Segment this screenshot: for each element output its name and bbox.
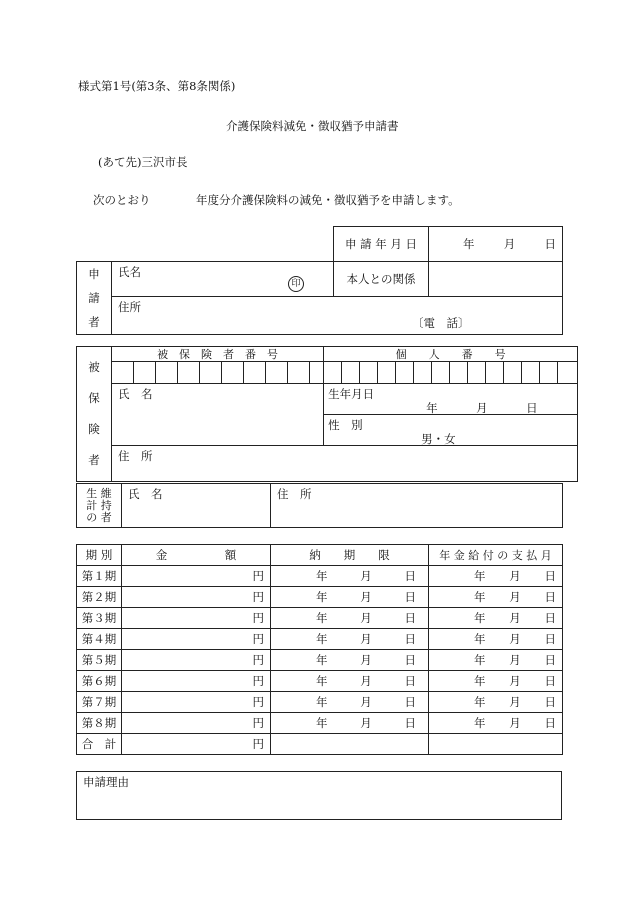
personal-number-digit[interactable] bbox=[504, 362, 522, 384]
reason-label: 申請理由 bbox=[83, 775, 129, 789]
payment-row bbox=[77, 713, 563, 734]
month-unit: 月 bbox=[360, 653, 372, 667]
insured-number-digit[interactable] bbox=[112, 362, 134, 384]
year-unit: 年 bbox=[474, 632, 486, 646]
applicant-side-label bbox=[77, 262, 112, 335]
supporter-label-line: 生 維 bbox=[86, 486, 112, 500]
relation-label: 本人との関係 bbox=[334, 262, 429, 297]
pension-month-field[interactable] bbox=[429, 692, 563, 713]
side-char: 保 bbox=[88, 391, 100, 405]
due-date-field[interactable] bbox=[271, 713, 429, 734]
personal-number-digit[interactable] bbox=[360, 362, 378, 384]
side-char: 者 bbox=[88, 315, 100, 329]
insured-number-digit[interactable] bbox=[200, 362, 222, 384]
amount-field[interactable] bbox=[122, 671, 271, 692]
period-label: 第４期 bbox=[77, 629, 122, 650]
pension-month-field[interactable] bbox=[429, 650, 563, 671]
payment-row bbox=[77, 566, 563, 587]
applicant-address-label: 住所 bbox=[118, 300, 141, 315]
year-unit: 年 bbox=[474, 716, 486, 730]
amount-field[interactable] bbox=[122, 713, 271, 734]
pension-month-field[interactable] bbox=[429, 587, 563, 608]
year-unit: 年 bbox=[316, 569, 328, 583]
month-unit: 月 bbox=[360, 569, 372, 583]
day-unit: 日 bbox=[404, 632, 416, 646]
year-unit: 年 bbox=[316, 590, 328, 604]
year-unit: 年 bbox=[316, 632, 328, 646]
side-char: 者 bbox=[88, 453, 100, 467]
amount-field[interactable] bbox=[122, 692, 271, 713]
intro-prefix: 次のとおり bbox=[93, 193, 151, 207]
year-unit: 年 bbox=[463, 237, 475, 251]
payment-row bbox=[77, 587, 563, 608]
personal-number-digit[interactable] bbox=[522, 362, 540, 384]
day-unit: 日 bbox=[404, 653, 416, 667]
month-unit: 月 bbox=[509, 695, 521, 709]
day-unit: 日 bbox=[404, 716, 416, 730]
application-date-label: 申 請 年 月 日 bbox=[334, 227, 429, 262]
day-unit: 日 bbox=[404, 590, 416, 604]
payment-row bbox=[77, 608, 563, 629]
pension-month-field[interactable] bbox=[429, 608, 563, 629]
supporter-name-field[interactable] bbox=[122, 484, 271, 528]
reason-box[interactable] bbox=[76, 771, 562, 820]
side-char: 険 bbox=[88, 422, 100, 436]
payment-row bbox=[77, 650, 563, 671]
insured-number-digit[interactable] bbox=[244, 362, 266, 384]
amount-field[interactable] bbox=[122, 608, 271, 629]
applicant-address-field[interactable] bbox=[112, 297, 563, 335]
day-unit: 日 bbox=[544, 695, 556, 709]
insured-number-digit[interactable] bbox=[288, 362, 310, 384]
day-unit: 日 bbox=[526, 401, 538, 415]
yen-unit: 円 bbox=[252, 632, 264, 646]
year-unit: 年 bbox=[316, 716, 328, 730]
relation-field[interactable] bbox=[429, 262, 563, 297]
month-unit: 月 bbox=[360, 716, 372, 730]
due-date-field[interactable] bbox=[271, 650, 429, 671]
sex-field[interactable] bbox=[324, 415, 578, 446]
yen-unit: 円 bbox=[252, 590, 264, 604]
month-unit: 月 bbox=[509, 716, 521, 730]
year-unit: 年 bbox=[316, 611, 328, 625]
year-unit: 年 bbox=[426, 401, 438, 415]
yen-unit: 円 bbox=[252, 695, 264, 709]
personal-number-digit[interactable] bbox=[342, 362, 360, 384]
insured-table bbox=[76, 346, 578, 482]
side-char: 申 bbox=[88, 267, 100, 281]
phone-label: 〔電 話〕 bbox=[412, 316, 470, 331]
month-unit: 月 bbox=[509, 611, 521, 625]
pension-month-field[interactable] bbox=[429, 629, 563, 650]
side-char: 被 bbox=[88, 360, 100, 374]
month-unit: 月 bbox=[360, 674, 372, 688]
payment-table bbox=[76, 544, 563, 755]
month-unit: 月 bbox=[360, 632, 372, 646]
day-unit: 日 bbox=[404, 674, 416, 688]
yen-unit: 円 bbox=[252, 611, 264, 625]
supporter-label bbox=[77, 484, 122, 528]
day-unit: 日 bbox=[544, 632, 556, 646]
month-unit: 月 bbox=[509, 653, 521, 667]
month-unit: 月 bbox=[509, 674, 521, 688]
year-unit: 年 bbox=[474, 611, 486, 625]
day-unit: 日 bbox=[544, 653, 556, 667]
year-unit: 年 bbox=[316, 653, 328, 667]
yen-unit: 円 bbox=[252, 737, 264, 751]
total-due-cell bbox=[271, 734, 429, 755]
application-date-field[interactable] bbox=[429, 227, 563, 262]
due-date-field[interactable] bbox=[271, 692, 429, 713]
period-label: 第２期 bbox=[77, 587, 122, 608]
supporter-address-label: 住 所 bbox=[277, 487, 312, 501]
insured-number-label: 被 保 険 者 番 号 bbox=[112, 347, 324, 362]
due-date-header: 納 期 限 bbox=[271, 545, 429, 566]
day-unit: 日 bbox=[544, 611, 556, 625]
personal-number-digit[interactable] bbox=[558, 362, 578, 384]
personal-number-digit[interactable] bbox=[396, 362, 414, 384]
personal-number-digit[interactable] bbox=[378, 362, 396, 384]
insured-number-digit[interactable] bbox=[134, 362, 156, 384]
month-unit: 月 bbox=[503, 237, 516, 251]
side-char: 請 bbox=[88, 291, 100, 305]
day-unit: 日 bbox=[404, 695, 416, 709]
payment-row bbox=[77, 692, 563, 713]
supporter-label-line: 計 持 bbox=[86, 498, 112, 512]
amount-field[interactable] bbox=[122, 650, 271, 671]
payment-row bbox=[77, 629, 563, 650]
sex-label: 性 別 bbox=[328, 418, 363, 432]
personal-number-digit[interactable] bbox=[540, 362, 558, 384]
birthdate-field[interactable] bbox=[324, 384, 578, 415]
insured-address-field[interactable] bbox=[112, 446, 578, 482]
due-date-field[interactable] bbox=[271, 671, 429, 692]
payment-row bbox=[77, 671, 563, 692]
day-unit: 日 bbox=[544, 674, 556, 688]
form-number: 様式第1号(第3条、第8条関係) bbox=[78, 79, 236, 93]
amount-field[interactable] bbox=[122, 566, 271, 587]
insured-address-label: 住 所 bbox=[118, 449, 153, 463]
applicant-name-label: 氏名 bbox=[118, 265, 141, 279]
month-unit: 月 bbox=[509, 569, 521, 583]
due-date-field[interactable] bbox=[271, 566, 429, 587]
month-unit: 月 bbox=[360, 611, 372, 625]
day-unit: 日 bbox=[544, 590, 556, 604]
sex-options[interactable]: 男・女 bbox=[421, 432, 456, 446]
day-unit: 日 bbox=[404, 569, 416, 583]
month-unit: 月 bbox=[476, 401, 488, 415]
seal-mark: 印 bbox=[288, 276, 304, 292]
pension-month-header: 年 金 給 付 の 支 払 月 bbox=[429, 545, 563, 566]
birthdate-label: 生年月日 bbox=[328, 387, 375, 401]
period-header: 期 別 bbox=[77, 545, 122, 566]
insured-number-digit[interactable] bbox=[310, 362, 324, 384]
yen-unit: 円 bbox=[252, 569, 264, 583]
supporter-label-line: の 者 bbox=[86, 510, 112, 524]
period-label: 第６期 bbox=[77, 671, 122, 692]
insured-number-digit[interactable] bbox=[266, 362, 288, 384]
personal-number-label: 個 人 番 号 bbox=[324, 347, 578, 362]
year-unit: 年 bbox=[316, 695, 328, 709]
year-unit: 年 bbox=[474, 569, 486, 583]
day-unit: 日 bbox=[544, 716, 556, 730]
day-unit: 日 bbox=[404, 611, 416, 625]
fiscal-year-field[interactable] bbox=[152, 188, 192, 206]
month-unit: 月 bbox=[509, 590, 521, 604]
period-label: 第８期 bbox=[77, 713, 122, 734]
due-date-field[interactable] bbox=[271, 587, 429, 608]
insured-number-digit[interactable] bbox=[178, 362, 200, 384]
day-unit: 日 bbox=[544, 237, 556, 251]
year-unit: 年 bbox=[316, 674, 328, 688]
supporter-address-field[interactable] bbox=[271, 484, 563, 528]
applicant-name-field[interactable] bbox=[112, 262, 334, 297]
insured-name-field[interactable] bbox=[112, 384, 324, 446]
personal-number-digit[interactable] bbox=[432, 362, 450, 384]
due-date-field[interactable] bbox=[271, 629, 429, 650]
year-unit: 年 bbox=[474, 653, 486, 667]
intro-suffix: 年度分介護保険料の減免・徴収猶予を申請します。 bbox=[196, 193, 460, 207]
personal-number-digit[interactable] bbox=[414, 362, 432, 384]
month-unit: 月 bbox=[360, 695, 372, 709]
applicant-table bbox=[76, 226, 563, 335]
supporter-name-label: 氏 名 bbox=[128, 487, 163, 501]
personal-number-digit[interactable] bbox=[324, 362, 342, 384]
period-label: 第３期 bbox=[77, 608, 122, 629]
blank-cell bbox=[77, 227, 334, 262]
yen-unit: 円 bbox=[252, 716, 264, 730]
addressee: (あて先)三沢市長 bbox=[98, 155, 188, 169]
total-label: 合 計 bbox=[77, 734, 122, 755]
insured-side-label bbox=[77, 347, 112, 482]
personal-number-digit[interactable] bbox=[486, 362, 504, 384]
month-unit: 月 bbox=[360, 590, 372, 604]
month-unit: 月 bbox=[509, 632, 521, 646]
period-label: 第１期 bbox=[77, 566, 122, 587]
total-pension-cell bbox=[429, 734, 563, 755]
year-unit: 年 bbox=[474, 695, 486, 709]
amount-field[interactable] bbox=[122, 629, 271, 650]
yen-unit: 円 bbox=[252, 653, 264, 667]
document-title: 介護保険料減免・徴収猶予申請書 bbox=[226, 119, 399, 133]
yen-unit: 円 bbox=[252, 674, 264, 688]
personal-number-digit[interactable] bbox=[450, 362, 468, 384]
insured-name-label: 氏 名 bbox=[118, 387, 153, 401]
period-label: 第７期 bbox=[77, 692, 122, 713]
amount-field[interactable] bbox=[122, 587, 271, 608]
supporter-table bbox=[76, 483, 563, 528]
period-label: 第５期 bbox=[77, 650, 122, 671]
pension-month-field[interactable] bbox=[429, 713, 563, 734]
pension-month-field[interactable] bbox=[429, 671, 563, 692]
amount-header: 金 額 bbox=[122, 545, 271, 566]
insured-number-digit[interactable] bbox=[156, 362, 178, 384]
insured-number-digit[interactable] bbox=[222, 362, 244, 384]
year-unit: 年 bbox=[474, 590, 486, 604]
day-unit: 日 bbox=[544, 569, 556, 583]
pension-month-field[interactable] bbox=[429, 566, 563, 587]
total-amount-field[interactable] bbox=[122, 734, 271, 755]
personal-number-digit[interactable] bbox=[468, 362, 486, 384]
year-unit: 年 bbox=[474, 674, 486, 688]
due-date-field[interactable] bbox=[271, 608, 429, 629]
